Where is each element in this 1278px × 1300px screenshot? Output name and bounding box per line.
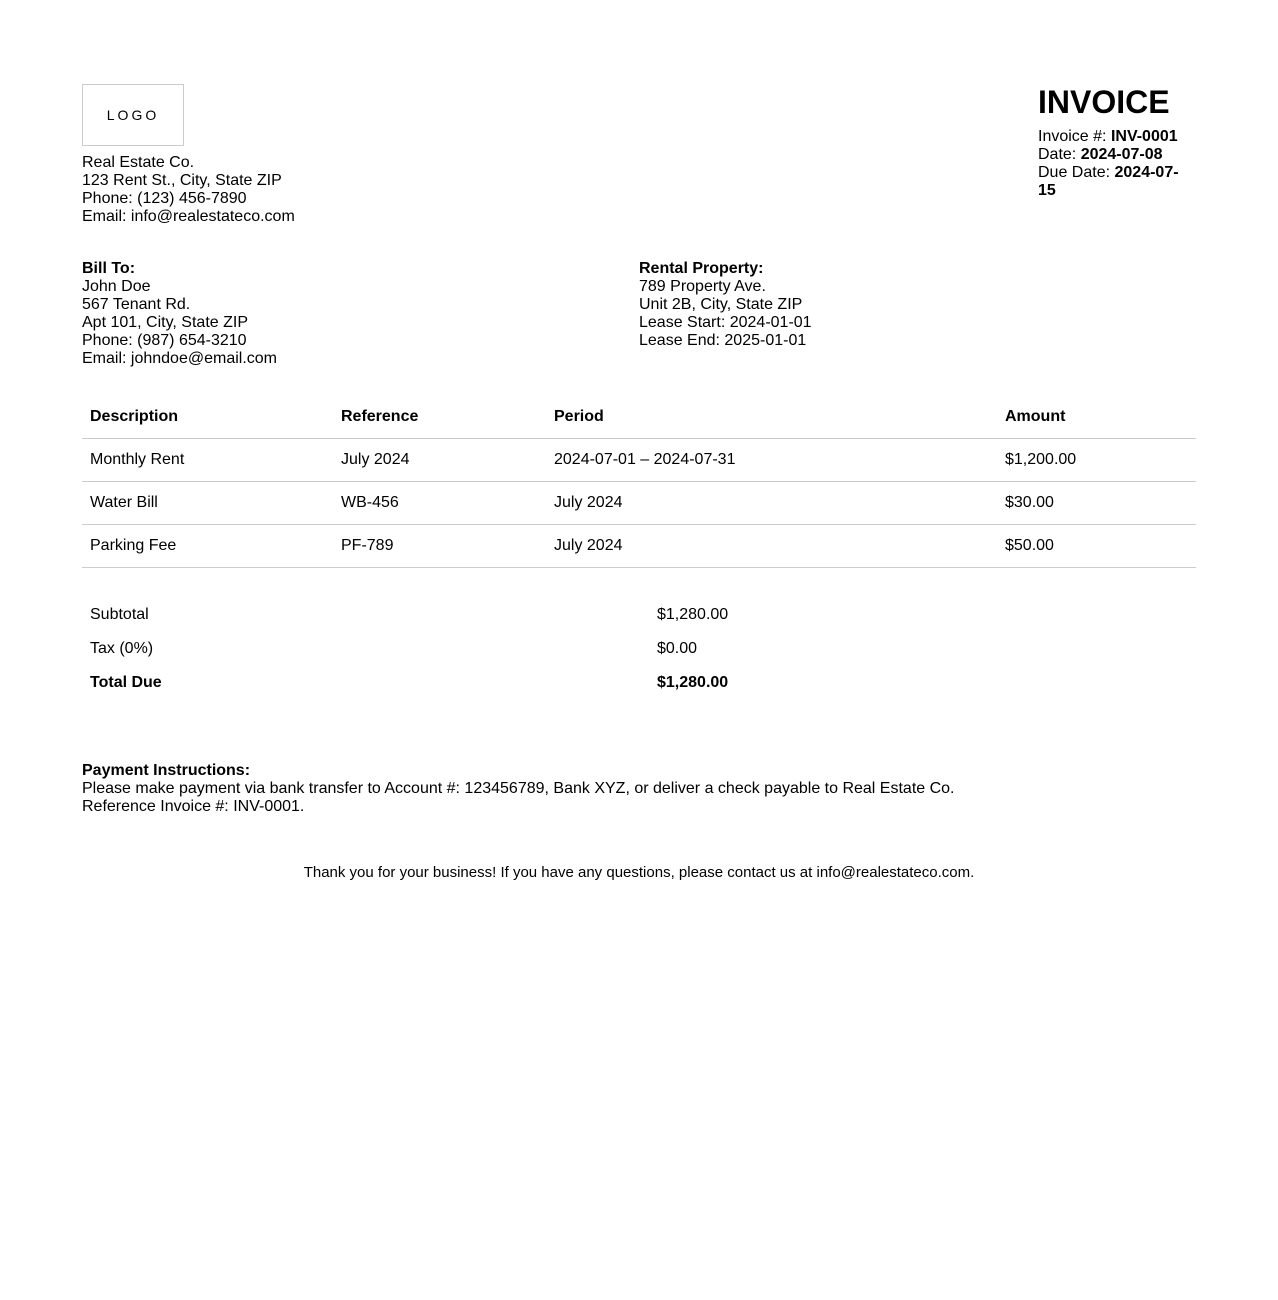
cell-period: July 2024 bbox=[546, 482, 997, 525]
total-due-value: $1,280.00 bbox=[657, 674, 729, 691]
col-period: Period bbox=[546, 396, 997, 439]
company-info bbox=[82, 154, 295, 226]
property-unit: Unit 2B, City, State ZIP bbox=[639, 296, 803, 313]
company-email: Email: info@realestateco.com bbox=[82, 208, 295, 225]
invoice-meta bbox=[1038, 84, 1196, 226]
invoice-title: INVOICE bbox=[1038, 84, 1170, 120]
cell-description: Monthly Rent bbox=[82, 439, 333, 482]
tax-value: $0.00 bbox=[657, 640, 698, 657]
cell-description: Water Bill bbox=[82, 482, 333, 525]
table-row bbox=[82, 439, 1196, 482]
table-header-row bbox=[82, 396, 1196, 439]
col-amount: Amount bbox=[997, 396, 1196, 439]
cell-description: Parking Fee bbox=[82, 525, 333, 568]
bill-to-block bbox=[82, 260, 639, 368]
logo-text: LOGO bbox=[106, 107, 160, 123]
cell-period: 2024-07-01 – 2024-07-31 bbox=[546, 439, 997, 482]
company-phone: Phone: (123) 456-7890 bbox=[82, 190, 247, 207]
invoice-due-line bbox=[1038, 164, 1196, 200]
invoice-due-date: 2024-07-15 bbox=[1038, 164, 1179, 199]
bill-to-street: 567 Tenant Rd. bbox=[82, 296, 191, 313]
total-due-label: Total Due bbox=[90, 674, 162, 691]
line-items-table bbox=[82, 396, 1196, 568]
cell-amount: $1,200.00 bbox=[997, 439, 1196, 482]
property-street: 789 Property Ave. bbox=[639, 278, 766, 295]
total-due-row bbox=[82, 666, 1196, 700]
thank-you-footer: Thank you for your business! If you have any questions, please contact us at info@realestateco.com. bbox=[303, 864, 975, 881]
lease-start: Lease Start: 2024-01-01 bbox=[639, 314, 812, 331]
bill-to-name: John Doe bbox=[82, 278, 151, 295]
payment-heading: Payment Instructions: bbox=[82, 762, 251, 779]
invoice-number-label: Invoice #: bbox=[1038, 128, 1107, 145]
tax-row bbox=[82, 632, 1196, 666]
invoice-number-line bbox=[1038, 128, 1196, 146]
invoice-due-label: Due Date: bbox=[1038, 164, 1111, 181]
lease-end: Lease End: 2025-01-01 bbox=[639, 332, 807, 349]
invoice-header bbox=[82, 84, 1196, 226]
company-block bbox=[82, 84, 295, 226]
cell-amount: $30.00 bbox=[997, 482, 1196, 525]
col-reference: Reference bbox=[333, 396, 546, 439]
bill-to-phone: Phone: (987) 654-3210 bbox=[82, 332, 247, 349]
cell-amount: $50.00 bbox=[997, 525, 1196, 568]
cell-reference: WB-456 bbox=[333, 482, 546, 525]
invoice-date-line bbox=[1038, 146, 1196, 164]
invoice-page bbox=[82, 84, 1196, 882]
payment-instructions bbox=[82, 762, 1196, 816]
parties-section bbox=[82, 260, 1196, 368]
col-description: Description bbox=[82, 396, 333, 439]
subtotal-value: $1,280.00 bbox=[657, 606, 729, 623]
cell-reference: July 2024 bbox=[333, 439, 546, 482]
bill-to-heading: Bill To: bbox=[82, 260, 136, 277]
cell-reference: PF-789 bbox=[333, 525, 546, 568]
subtotal-row bbox=[82, 598, 1196, 632]
company-name: Real Estate Co. bbox=[82, 154, 195, 171]
bill-to-city: Apt 101, City, State ZIP bbox=[82, 314, 248, 331]
invoice-date-label: Date: bbox=[1038, 146, 1077, 163]
rental-property-block bbox=[639, 260, 1196, 368]
payment-line-2: Reference Invoice #: INV-0001. bbox=[82, 798, 305, 815]
invoice-date: 2024-07-08 bbox=[1080, 146, 1163, 163]
table-row bbox=[82, 525, 1196, 568]
company-address: 123 Rent St., City, State ZIP bbox=[82, 172, 282, 189]
tax-label: Tax (0%) bbox=[90, 640, 154, 657]
rental-property-heading: Rental Property: bbox=[639, 260, 764, 277]
table-row bbox=[82, 482, 1196, 525]
company-logo bbox=[82, 84, 184, 146]
invoice-number: INV-0001 bbox=[1110, 128, 1178, 145]
payment-line-1: Please make payment via bank transfer to Account #: 123456789, Bank XYZ, or deliver a check payable to Real Estate Co. bbox=[82, 780, 955, 797]
subtotal-label: Subtotal bbox=[90, 606, 149, 623]
cell-period: July 2024 bbox=[546, 525, 997, 568]
bill-to-email: Email: johndoe@email.com bbox=[82, 350, 277, 367]
totals-table bbox=[82, 598, 1196, 700]
